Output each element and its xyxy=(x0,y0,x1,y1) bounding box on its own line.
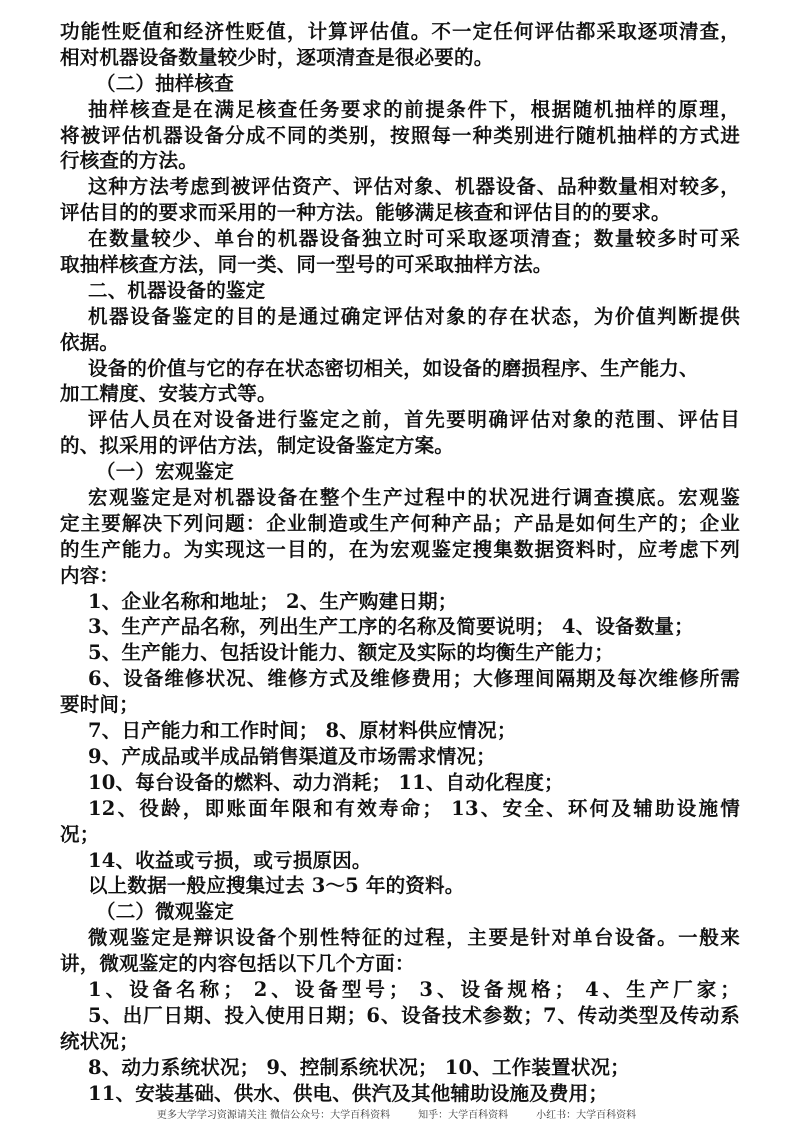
footer-promo: 更多大学学习资源请关注 微信公众号：大学百科资料 xyxy=(156,1110,391,1121)
text-line: 讲，微观鉴定的内容包括以下几个方面： xyxy=(60,952,415,976)
text-line: 定主要解决下列问题：企业制造或生产何种产品；产品是如何生产的；企业 xyxy=(60,511,740,535)
text-line: 10、每台设备的燃料、动力消耗； 11、自动化程度； xyxy=(88,770,564,794)
section-heading-line: （一）宏观鉴定 xyxy=(96,460,234,484)
text-line: 宏观鉴定是对机器设备在整个生产过程中的状况进行调查摸底。宏观鉴 xyxy=(88,486,740,510)
text-line: 相对机器设备数量较少时，逐项清查是很必要的。 xyxy=(60,45,494,69)
text-line: 6、设备维修状况、维修方式及维修费用；大修理间隔期及每次维修所需 xyxy=(88,667,740,691)
text-line: 5、出厂日期、投入使用日期；6、设备技术参数；7、传动类型及传动系 xyxy=(88,1003,740,1027)
text-line: 二、机器设备的鉴定 xyxy=(88,278,266,302)
text-line: 这种方法考虑到被评估资产、评估对象、机器设备、品种数量相对较多， xyxy=(88,175,740,199)
text-line: 评估人员在对设备进行鉴定之前，首先要明确评估对象的范围、评估目 xyxy=(88,408,740,432)
text-line: 功能性贬值和经济性贬值，计算评估值。不一定任何评估都采取逐项清查， xyxy=(60,20,740,43)
section-heading-line: （二）微观鉴定 xyxy=(96,900,234,924)
text-line: 要时间； xyxy=(60,693,139,717)
text-line: 的生产能力。为实现这一目的，在为宏观鉴定搜集数据资料时，应考虑下列 xyxy=(60,537,740,561)
text-line: 依据。 xyxy=(60,330,120,354)
text-line: 内容： xyxy=(60,563,120,587)
text-line: 设备的价值与它的存在状态密切相关，如设备的磨损程序、生产能力、 xyxy=(88,356,699,380)
text-line: 取抽样核查方法，同一类、同一型号的可采取抽样方法。 xyxy=(60,253,553,277)
text-line: 12、役龄，即账面年限和有效寿命； 13、安全、环何及辅助设施情 xyxy=(88,796,740,820)
text-line: 微观鉴定是辩识设备个别性特征的过程，主要是针对单台设备。一般来 xyxy=(88,926,740,950)
text-line: 况； xyxy=(60,822,100,846)
text-line: 机器设备鉴定的目的是通过确定评估对象的存在状态，为价值判断提供 xyxy=(88,304,740,328)
text-line: 1、企业名称和地址； 2、生产购建日期； xyxy=(88,589,458,613)
text-line: 9、产成品或半成品销售渠道及市场需求情况； xyxy=(88,744,496,768)
text-line: 8、动力系统状况； 9、控制系统状况； 10、工作装置状况； xyxy=(88,1055,630,1079)
text-line: 抽样核查是在满足核查任务要求的前提条件下，根据随机抽样的原理， xyxy=(88,97,740,121)
text-line: 7、日产能力和工作时间； 8、原材料供应情况； xyxy=(88,719,517,743)
text-line: 以上数据一般应搜集过去 3～5 年的资料。 xyxy=(88,874,465,898)
footer-zhihu: 知乎：大学百科资料 xyxy=(418,1110,509,1121)
page-footer xyxy=(0,1106,793,1121)
text-line: 1、设备名称； 2、设备型号； 3、设备规格； 4、生产厂家； xyxy=(88,977,740,1001)
text-line: 将被评估机器设备分成不同的类别，按照每一种类别进行随机抽样的方式进 xyxy=(60,123,740,147)
text-line: 5、生产能力、包括设计能力、额定及实际的均衡生产能力； xyxy=(88,641,614,665)
text-line: 的、拟采用的评估方法，制定设备鉴定方案。 xyxy=(60,434,455,458)
document-body xyxy=(60,19,740,1106)
text-line: 11、安装基础、供水、供电、供汽及其他辅助设施及费用； xyxy=(88,1081,609,1105)
text-line: 3、生产产品名称，列出生产工序的名称及简要说明； 4、设备数量； xyxy=(88,615,694,639)
text-line: 评估目的的要求而采用的一种方法。能够满足核查和评估目的的要求。 xyxy=(60,201,671,225)
text-line: 在数量较少、单台的机器设备独立时可采取逐项清查；数量较多时可采 xyxy=(88,227,740,251)
text-line: 14、收益或亏损，或亏损原因。 xyxy=(88,848,372,872)
section-heading-line: （二）抽样核查 xyxy=(96,71,234,95)
text-line: 加工精度、安装方式等。 xyxy=(60,382,277,406)
footer-xiaohongshu: 小红书：大学百科资料 xyxy=(536,1110,637,1121)
text-line: 统状况； xyxy=(60,1029,139,1053)
text-line: 行核查的方法。 xyxy=(60,149,198,173)
